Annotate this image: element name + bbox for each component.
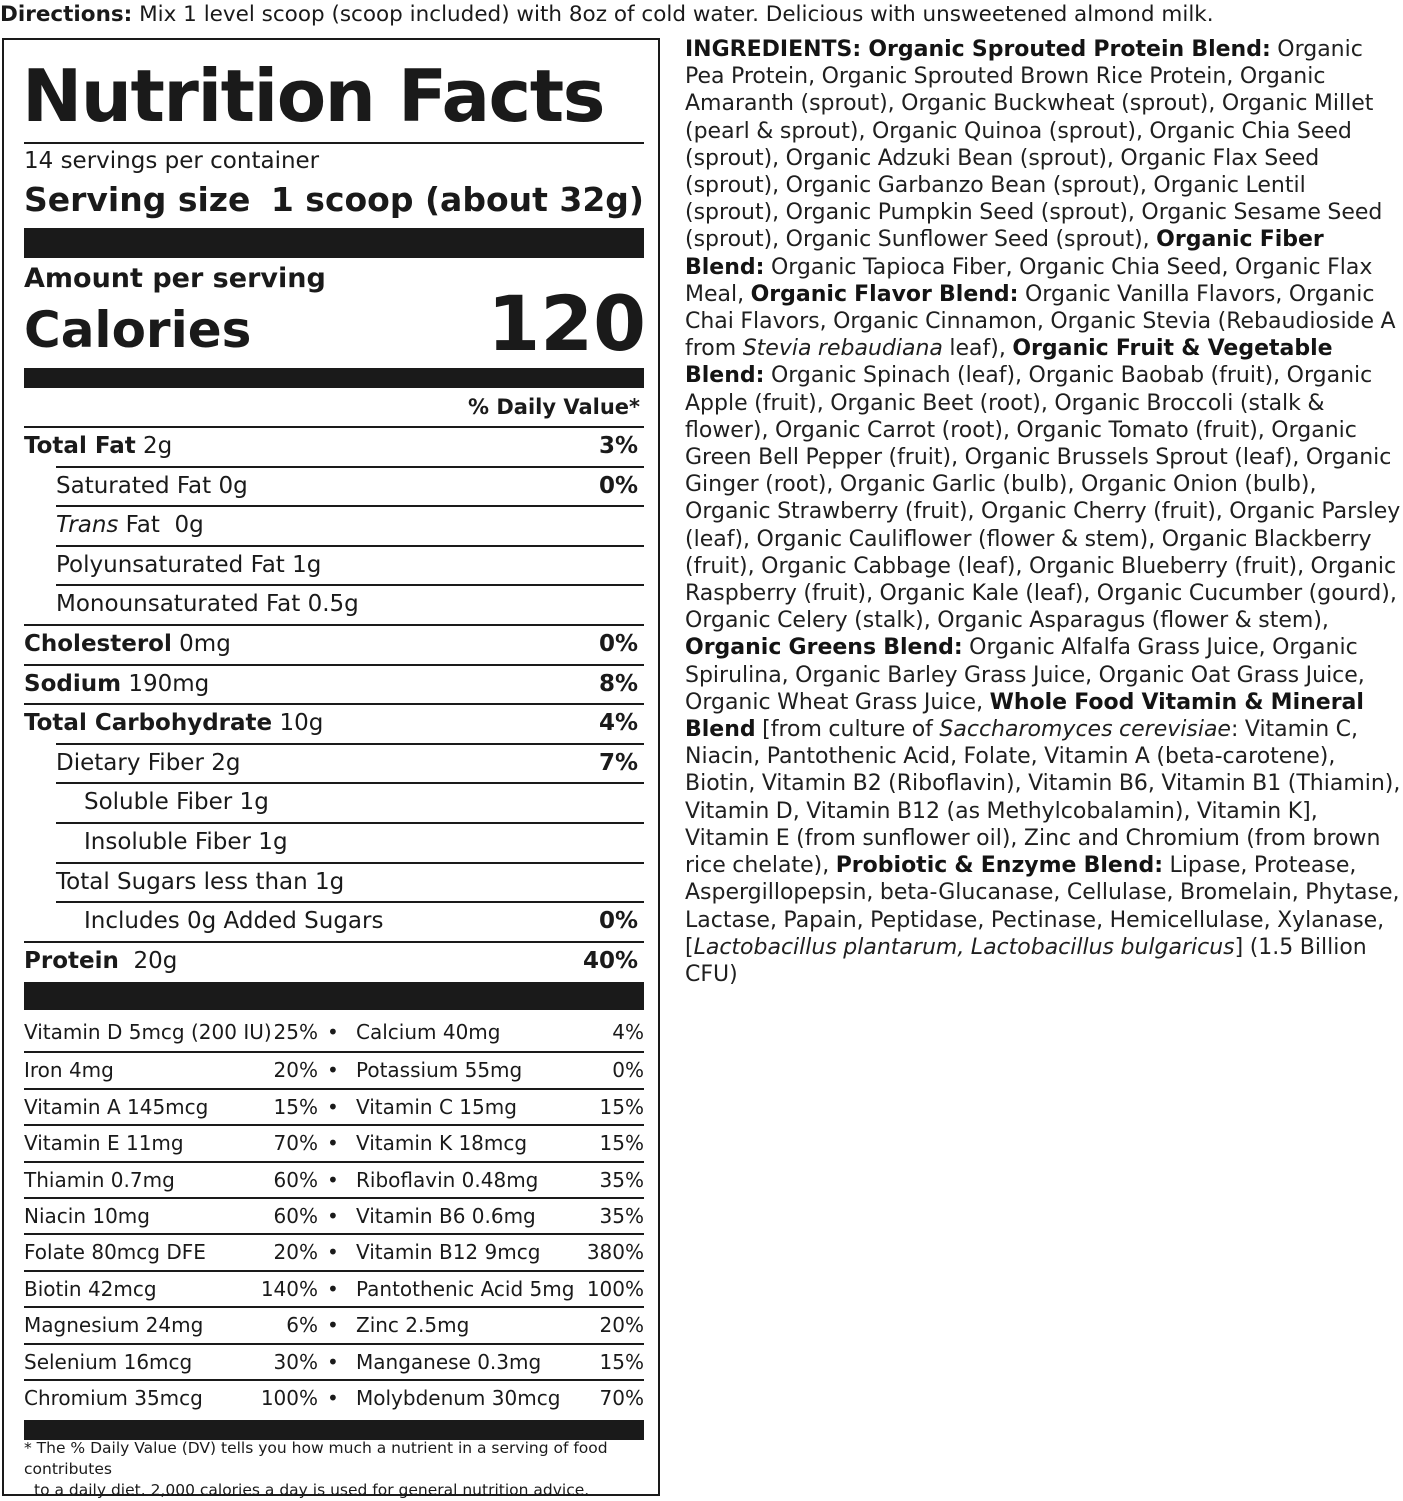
directions-text	[0, 0, 1403, 30]
ingredient-blend-heading: Organic Flavor Blend:	[750, 281, 1019, 307]
nutrient-daily-value: 3%	[598, 433, 638, 459]
micronutrient-row	[24, 1015, 644, 1051]
serving-size	[24, 178, 644, 222]
ingredient-scientific-name: Saccharomyces cerevisiae	[939, 717, 1231, 743]
nutrient-name: Total Fat	[24, 433, 136, 459]
micronutrient-left-name: Niacin 10mg	[24, 1204, 150, 1228]
micronutrient-right-name: Vitamin B6 0.6mg	[356, 1204, 536, 1228]
micronutrient-right-dv: 35%	[599, 1167, 644, 1192]
ingredient-text: ] (1.5 Billion CFU)	[685, 934, 1367, 987]
micronutrient-right-name: Calcium 40mg	[356, 1020, 501, 1044]
micronutrient-left-dv: 25%	[273, 1020, 318, 1044]
ingredient-text: Organic Spinach (leaf), Organic Baobab (fruit), Organic Apple (fruit), Organic Beet (root), Organic Broccoli (stalk & flower), Organic Carrot (root), Organic Tomato (fruit), Organic Green Bell Pepper (fruit), Organic Brussels Sprout (leaf), Organic Ginger (root), Organic Garlic (bulb), Organic Onion (bulb), Organic Strawberry (fruit), Organic Cherry (fruit), Organic Parsley (leaf), Organic Cauliflower (flower & stem), Organic Blackberry (fruit), Organic Cabbage (leaf), Organic Blueberry (fruit), Organic Raspberry (fruit), Organic Kale (leaf), Organic Cucumber (gourd), Organic Celery (stalk), Organic Asparagus (flower & stem),	[685, 363, 1401, 634]
micronutrient-right-dv: 0%	[612, 1058, 644, 1083]
micronutrient-row	[24, 1051, 644, 1087]
micronutrient-left-dv: 6%	[286, 1313, 318, 1338]
micronutrient-right-name: Pantothenic Acid 5mg	[356, 1276, 575, 1301]
nutrient-daily-value: 0%	[598, 631, 638, 657]
nutrient-row	[56, 584, 644, 624]
nutrient-row	[24, 624, 644, 664]
nutrient-amount: 20g	[118, 947, 178, 974]
micronutrient-left-dv: 100%	[260, 1386, 318, 1410]
footnote-line-1: * The % Daily Value (DV) tells you how much a nutrient in a serving of food contributes	[24, 1439, 608, 1478]
nutrient-name: Polyunsaturated Fat	[56, 551, 285, 578]
micronutrient-right-dv: 15%	[599, 1094, 644, 1119]
micronutrient-right-name: Vitamin C 15mg	[356, 1094, 517, 1119]
nutrient-amount: 1g	[251, 829, 288, 855]
footnote-line-2: to a daily diet. 2,000 calories a day is used for general nutrition advice.	[34, 1481, 590, 1499]
bullet-separator: •	[327, 1167, 339, 1192]
bullet-separator: •	[327, 1240, 339, 1265]
nutrient-row	[24, 703, 644, 743]
micronutrient-left-name: Vitamin A 145mcg	[24, 1094, 209, 1119]
micronutrient-row	[24, 1197, 644, 1233]
calories-label: Calories	[24, 301, 252, 359]
micronutrient-left-name: Iron 4mg	[24, 1058, 114, 1083]
nutrient-row	[24, 664, 644, 704]
micronutrient-right-dv: 380%	[586, 1240, 644, 1265]
ingredient-text: Organic Pea Protein, Organic Sprouted Brown Rice Protein, Organic Amaranth (sprout), Organic Buckwheat (sprout), Organic Millet (pearl & sprout), Organic Quinoa (sprout), Organic Chia Seed (sprout), Organic Adzuki Bean (sprout), Organic Flax Seed (sprout), Organic Garbanzo Bean (sprout), Organic Lentil (sprout), Organic Pumpkin Seed (sprout), Organic Sesame Seed (sprout), Organic Sunflower Seed (sprout),	[685, 37, 1383, 253]
micronutrient-right-name: Vitamin B12 9mcg	[356, 1240, 541, 1265]
micronutrient-right-name: Molybdenum 30mcg	[356, 1386, 561, 1410]
thick-divider-footnote	[24, 1420, 644, 1440]
bullet-separator: •	[327, 1349, 339, 1374]
micronutrient-right-name: Vitamin K 18mcg	[356, 1131, 528, 1156]
micronutrient-right-name: Potassium 55mg	[356, 1058, 523, 1083]
micronutrient-left-name: Selenium 16mcg	[24, 1349, 193, 1374]
serving-size-label: Serving size	[24, 180, 251, 219]
ingredient-blend-heading: Probiotic & Enzyme Blend:	[835, 853, 1164, 879]
nutrient-label	[84, 903, 383, 940]
nutrition-facts-panel	[2, 38, 660, 1499]
nutrient-label	[56, 507, 204, 544]
ingredient-text: : Vitamin C, Niacin, Pantothenic Acid, Folate, Vitamin A (beta-carotene), Biotin, Vitamin B2 (Riboflavin), Vitamin B6, Vitamin B1 (Thiamin), Vitamin D, Vitamin B12 (as Methylcobalamin), Vitamin K], Vitamin E (from sunflower oil), Zinc and Chromium (from brown rice chelate),	[685, 717, 1401, 879]
nutrient-daily-value: 8%	[598, 670, 638, 697]
nutrient-amount: Fat 0g	[118, 512, 204, 539]
bullet-separator: •	[327, 1276, 339, 1301]
nutrient-amount: 0mg	[171, 631, 231, 657]
micronutrient-left-name: Folate 80mcg DFE	[24, 1240, 206, 1265]
directions-body: Mix 1 level scoop (scoop included) with 8oz of cold water. Delicious with unsweetened almond milk.	[132, 2, 1214, 27]
ingredient-blend-heading: Organic Fruit & Vegetable Blend:	[685, 336, 1333, 389]
ingredient-blend-heading: INGREDIENTS: Organic Sprouted Protein Blend:	[685, 37, 1271, 62]
servings-per-container: 14 servings per container	[24, 148, 320, 174]
nutrient-label	[24, 666, 209, 703]
nutrient-name: Includes 0g Added Sugars	[84, 908, 384, 935]
nutrient-label	[24, 428, 172, 465]
micronutrient-left-name: Magnesium 24mg	[24, 1313, 204, 1338]
daily-value-footnote	[24, 1438, 652, 1501]
bullet-separator: •	[327, 1058, 339, 1083]
nutrient-row	[56, 545, 644, 585]
micronutrient-left-dv: 30%	[273, 1349, 318, 1374]
micronutrient-row	[24, 1343, 644, 1379]
thick-divider-vitamins	[24, 982, 644, 1010]
nutrient-name: Protein	[24, 947, 119, 974]
ingredient-text: Organic Vanilla Flavors, Organic Chai Flavors, Organic Cinnamon, Organic Stevia (Rebaudioside A from	[685, 281, 1396, 362]
nutrient-row	[24, 941, 644, 981]
micronutrient-left-dv: 140%	[260, 1276, 318, 1301]
nutrient-name: Monounsaturated Fat	[56, 591, 301, 618]
nutrient-name: Trans	[56, 512, 119, 539]
nutrient-amount: 2g	[135, 433, 173, 459]
nutrient-row	[56, 862, 644, 902]
daily-value-header: % Daily Value*	[468, 395, 640, 419]
ingredient-text: Organic Alfalfa Grass Juice, Organic Spirulina, Organic Barley Grass Juice, Organic Oat Grass Juice, Organic Wheat Grass Juice,	[685, 635, 1365, 715]
nutrient-label	[24, 943, 177, 980]
micronutrient-row	[24, 1233, 644, 1269]
nutrient-daily-value: 7%	[598, 749, 638, 776]
thick-divider-top	[24, 228, 644, 258]
micronutrient-left-name: Thiamin 0.7mg	[24, 1167, 175, 1192]
ingredient-blend-heading: Whole Food Vitamin & Mineral Blend	[685, 689, 1364, 743]
nutrient-amount: 1g	[232, 789, 269, 816]
nutrient-label	[84, 824, 288, 861]
nutrient-amount: 0.5g	[300, 591, 359, 618]
ingredient-scientific-name: Stevia rebaudiana	[742, 336, 943, 362]
nutrient-amount: 0g	[211, 472, 248, 499]
nutrient-row	[56, 901, 644, 941]
nutrient-row	[56, 743, 644, 783]
micronutrient-left-name: Biotin 42mcg	[24, 1276, 157, 1301]
nutrient-daily-value: 40%	[582, 947, 638, 974]
nutrient-label	[56, 547, 321, 584]
nutrient-row	[56, 466, 644, 506]
nutrition-facts-title: Nutrition Facts	[22, 54, 605, 138]
micronutrient-left-name: Vitamin D 5mcg (200 IU)	[24, 1020, 272, 1044]
nutrient-label	[24, 705, 323, 742]
nutrient-daily-value: 0%	[598, 472, 638, 499]
micronutrient-right-dv: 4%	[612, 1020, 644, 1044]
nutrient-row	[56, 782, 644, 822]
nutrient-row	[56, 822, 644, 862]
nutrient-name: Soluble Fiber	[84, 789, 233, 816]
micronutrient-left-name: Vitamin E 11mg	[24, 1131, 184, 1156]
micronutrient-right-dv: 15%	[599, 1349, 644, 1374]
ingredient-text: Lipase, Protease, Aspergillopepsin, beta-Glucanase, Cellulase, Bromelain, Phytase, Lactase, Papain, Peptidase, Pectinase, Hemicellulase, Xylanase, [	[685, 853, 1400, 960]
micronutrient-left-dv: 60%	[273, 1204, 318, 1228]
nutrient-name: Saturated Fat	[56, 472, 212, 499]
nutrient-name: Sodium	[24, 670, 122, 697]
micronutrient-row	[24, 1270, 644, 1306]
micronutrient-row	[24, 1306, 644, 1342]
micronutrient-right-dv: 35%	[599, 1204, 644, 1228]
ingredient-blend-heading: Organic Greens Blend:	[685, 635, 963, 661]
micronutrient-left-dv: 60%	[273, 1167, 318, 1192]
micronutrient-row	[24, 1161, 644, 1197]
ingredients-paragraph	[685, 36, 1401, 988]
micronutrient-right-dv: 100%	[586, 1276, 644, 1301]
micronutrient-left-dv: 70%	[273, 1131, 318, 1156]
bullet-separator: •	[327, 1386, 339, 1410]
directions-label: Directions:	[0, 2, 133, 27]
nutrient-amount: 1g	[284, 551, 322, 578]
nutrient-amount: 10g	[272, 710, 324, 737]
micronutrient-right-dv: 15%	[599, 1131, 644, 1156]
micronutrient-left-dv: 20%	[273, 1240, 318, 1265]
micronutrient-right-dv: 70%	[599, 1386, 644, 1410]
nutrient-amount: 1g	[307, 868, 345, 895]
ingredient-text: Organic Tapioca Fiber, Organic Chia Seed, Organic Flax Meal,	[685, 254, 1373, 307]
thick-divider-calories	[24, 368, 644, 388]
nutrient-amount: 190mg	[121, 670, 210, 697]
nutrient-label	[56, 864, 344, 901]
nutrient-daily-value: 4%	[598, 710, 638, 737]
nutrient-amount: 2g	[203, 749, 241, 776]
micronutrient-left-name: Chromium 35mcg	[24, 1386, 203, 1410]
nutrient-name: Dietary Fiber	[56, 749, 204, 776]
serving-size-value: 1 scoop (about 32g)	[270, 180, 644, 219]
nutrient-label	[56, 586, 359, 623]
micronutrient-right-name: Zinc 2.5mg	[356, 1313, 470, 1338]
bullet-separator: •	[327, 1204, 339, 1228]
ingredient-scientific-name: Lactobacillus plantarum, Lactobacillus bulgaricus	[693, 934, 1235, 960]
nutrient-name: Total Carbohydrate	[24, 710, 273, 737]
nutrient-label	[24, 626, 231, 663]
nutrient-label	[56, 745, 240, 782]
micronutrient-right-name: Riboflavin 0.48mg	[356, 1167, 539, 1192]
nutrient-name: Total Sugars less than	[56, 868, 308, 895]
bullet-separator: •	[327, 1131, 339, 1156]
micronutrient-row	[24, 1124, 644, 1160]
micronutrient-right-dv: 20%	[599, 1313, 644, 1338]
nutrient-name: Insoluble Fiber	[84, 829, 251, 855]
nutrient-daily-value: 0%	[598, 908, 638, 935]
ingredient-text: leaf),	[942, 336, 1013, 362]
ingredient-text: [from culture of	[755, 717, 940, 743]
calories-value: 120	[487, 279, 646, 368]
bullet-separator: •	[327, 1094, 339, 1119]
nutrient-row	[24, 426, 644, 466]
bullet-separator: •	[327, 1313, 339, 1338]
nutrient-label	[56, 468, 248, 505]
nutrient-label	[84, 784, 269, 821]
micronutrient-row	[24, 1088, 644, 1124]
nutrient-row	[56, 505, 644, 545]
title-divider	[24, 142, 644, 144]
micronutrient-left-dv: 15%	[273, 1094, 318, 1119]
micronutrient-left-dv: 20%	[273, 1058, 318, 1083]
amount-per-serving: Amount per serving	[24, 263, 326, 294]
micronutrient-right-name: Manganese 0.3mg	[356, 1349, 542, 1374]
ingredient-blend-heading: Organic Fiber Blend:	[685, 227, 1324, 280]
bullet-separator: •	[327, 1020, 339, 1044]
nutrient-name: Cholesterol	[24, 631, 172, 657]
micronutrient-row	[24, 1379, 644, 1415]
